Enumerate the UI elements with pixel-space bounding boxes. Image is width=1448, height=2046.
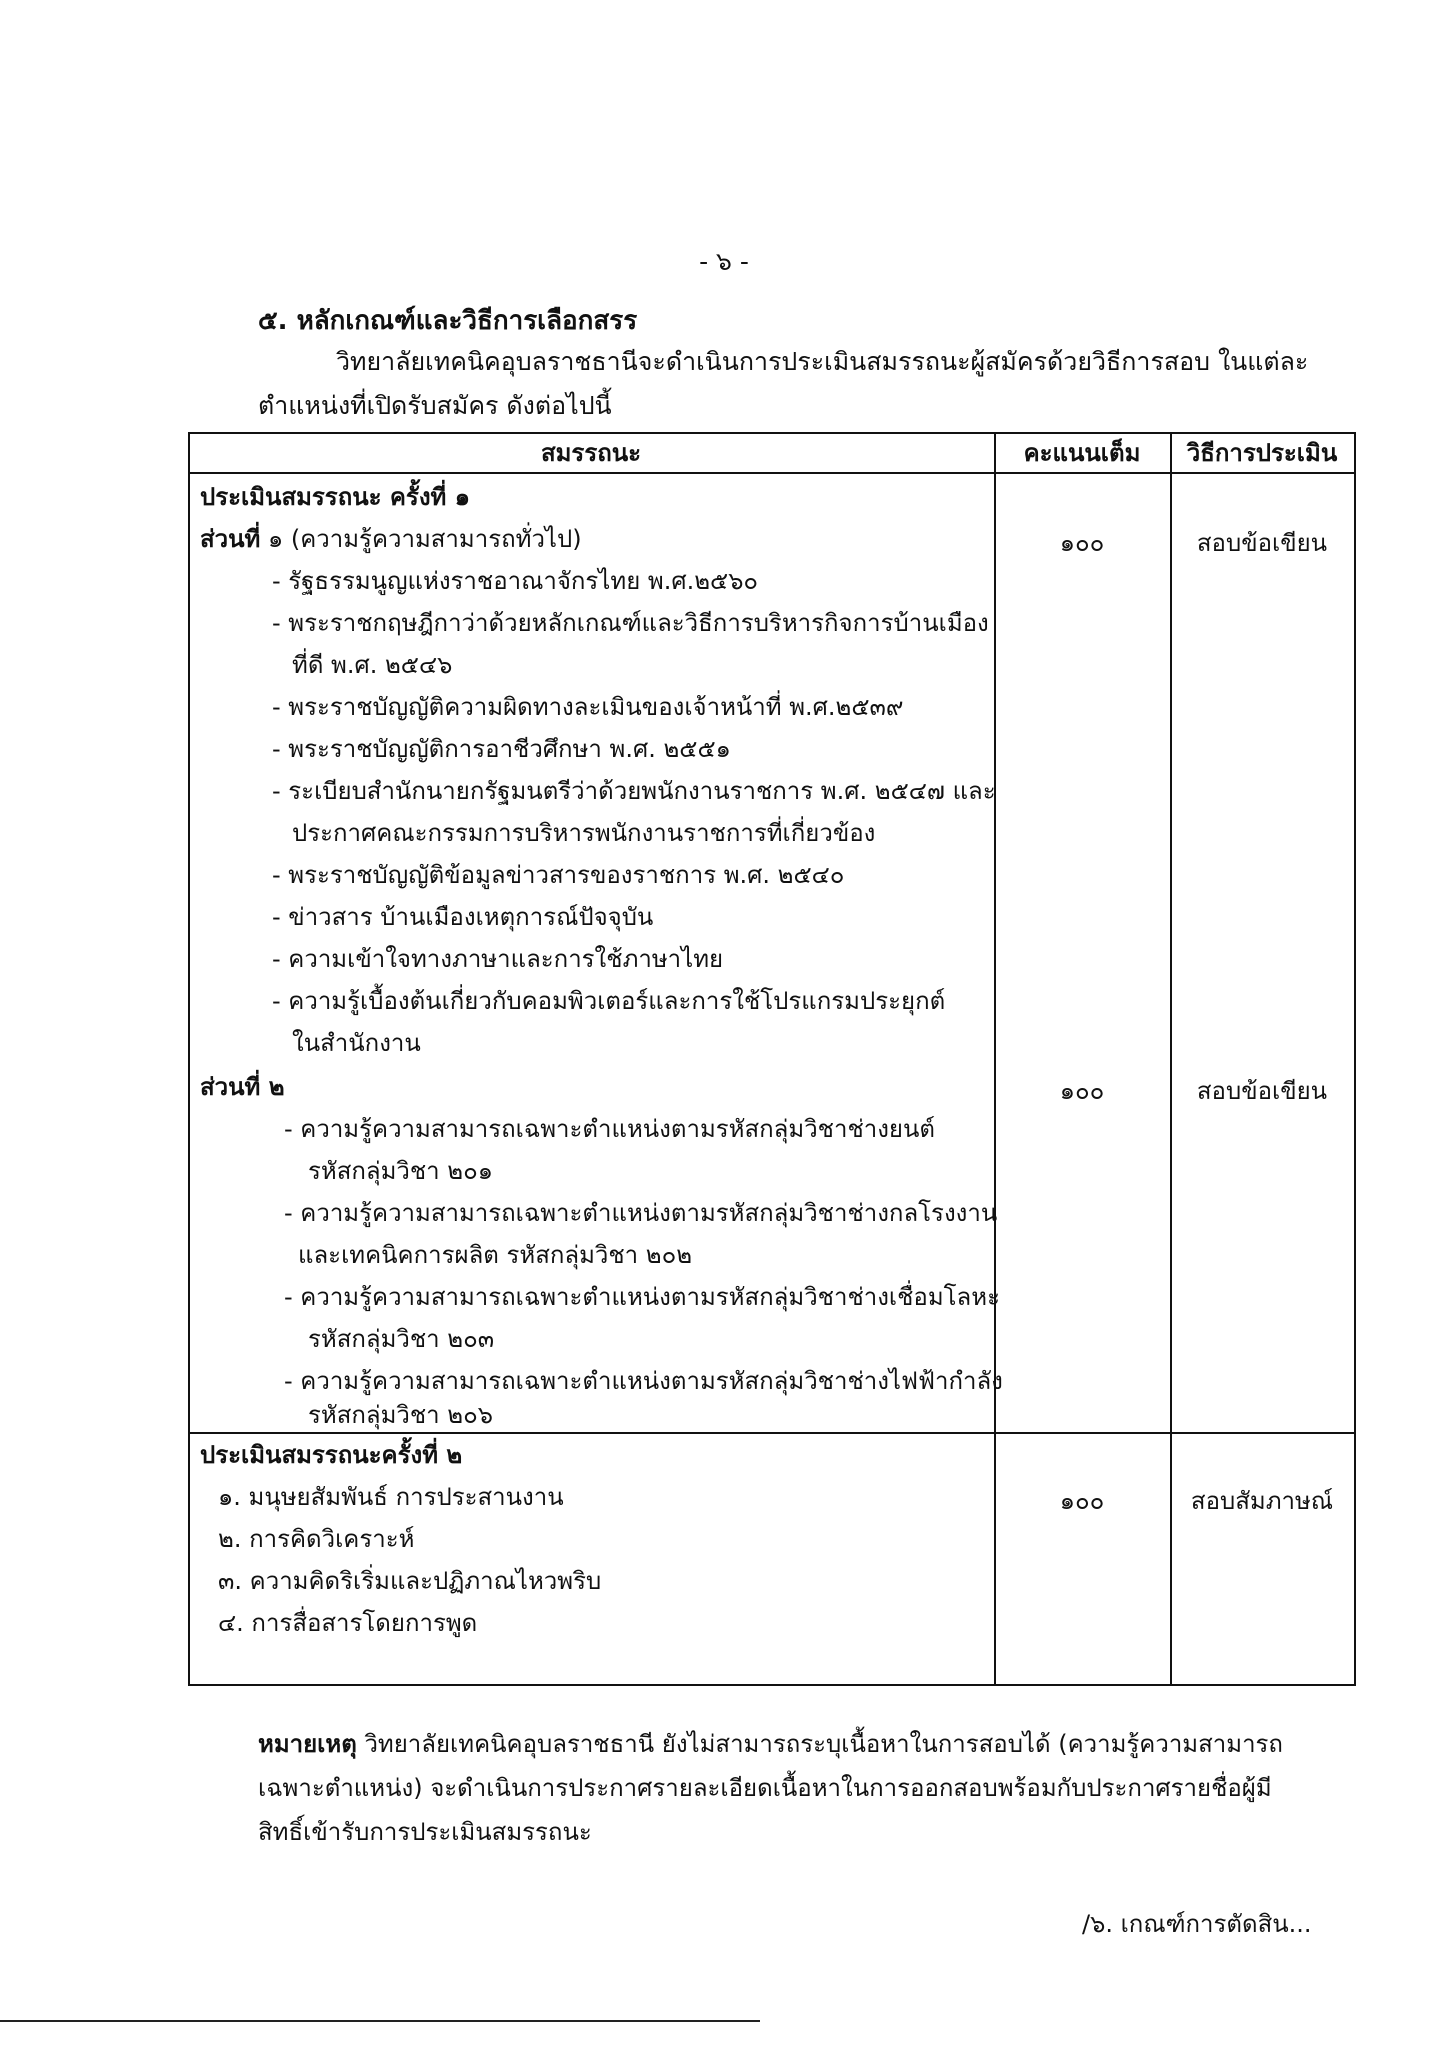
list-item: - ความรู้ความสามารถเฉพาะตำแหน่งตามรหัสกลุ่มวิชาช่างเชื่อมโลหะ [284,1283,1000,1311]
note-line-2: เฉพาะตำแหน่ง) จะดำเนินการประกาศรายละเอียดเนื้อหาในการออกสอบพร้อมกับประกาศรายชื่อผู้มี [258,1774,1272,1802]
note-line-1 [258,1724,1283,1763]
list-item: - พระราชบัญญัติข้อมูลข่าวสารของราชการ พ.ศ. ๒๕๔๐ [272,861,845,889]
list-item: และเทคนิคการผลิต รหัสกลุ่มวิชา ๒๐๒ [298,1241,693,1269]
competency-table [188,432,1354,1684]
intro-line-1: วิทยาลัยเทคนิคอุบลราชธานีจะดำเนินการประเมินสมรรถนะผู้สมัครด้วยวิธีการสอบ ในแต่ละ [336,347,1309,376]
part2-label: ส่วนที่ ๒ [200,1073,285,1101]
note-label: หมายเหตุ [258,1730,357,1758]
list-item: - พระราชกฤษฎีกาว่าด้วยหลักเกณฑ์และวิธีการบริหารกิจการบ้านเมือง [272,609,989,637]
part1-label: ส่วนที่ [200,525,261,553]
list-item: - ความรู้ความสามารถเฉพาะตำแหน่งตามรหัสกลุ่มวิชาช่างไฟฟ้ากำลัง [284,1367,1003,1395]
header-method: วิธีการประเมิน [1186,439,1338,467]
list-item: - รัฐธรรมนูญแห่งราชอาณาจักรไทย พ.ศ.๒๕๖๐ [272,567,759,595]
note-line-3: สิทธิ์เข้ารับการประเมินสมรรถนะ [258,1818,592,1846]
list-item: ๑. มนุษยสัมพันธ์ การประสานงาน [218,1483,564,1511]
list-item: - ความรู้ความสามารถเฉพาะตำแหน่งตามรหัสกลุ่มวิชาช่างกลโรงงาน [284,1199,998,1227]
header-full-score: คะแนนเต็ม [1023,439,1141,467]
list-item: - ความรู้ความสามารถเฉพาะตำแหน่งตามรหัสกลุ่มวิชาช่างยนต์ [284,1115,935,1143]
section-heading: ๕. หลักเกณฑ์และวิธีการเลือกสรร [258,306,638,336]
part1-heading [200,524,582,554]
round2-score: ๑๐๐ [1059,1487,1105,1515]
header-divider [188,472,1354,474]
list-item: ๔. การสื่อสารโดยการพูด [218,1609,478,1637]
list-item: ประกาศคณะกรรมการบริหารพนักงานราชการที่เกี่ยวข้อง [292,819,876,847]
footer-rule [0,2020,760,2022]
list-item: - ระเบียบสำนักนายกรัฐมนตรีว่าด้วยพนักงานราชการ พ.ศ. ๒๕๔๗ และ [272,777,996,805]
list-item: ที่ดี พ.ศ. ๒๕๔๖ [292,651,453,679]
continuation-text: /๖. เกณฑ์การตัดสิน... [1082,1910,1312,1938]
list-item: รหัสกลุ่มวิชา ๒๐๑ [308,1157,493,1185]
list-item: ๓. ความคิดริเริ่มและปฏิภาณไหวพริบ [218,1567,602,1595]
part1-method: สอบข้อเขียน [1196,529,1328,557]
round2-title: ประเมินสมรรถนะครั้งที่ ๒ [200,1441,463,1469]
list-item: ๒. การคิดวิเคราะห์ [218,1525,415,1553]
round-divider [188,1432,1354,1434]
list-item: รหัสกลุ่มวิชา ๒๐๖ [308,1401,493,1429]
page-number: - ๖ - [699,247,749,276]
round1-title: ประเมินสมรรถนะ ครั้งที่ ๑ [200,483,470,511]
part2-method: สอบข้อเขียน [1196,1077,1328,1105]
intro-line-2: ตำแหน่งที่เปิดรับสมัคร ดังต่อไปนี้ [258,391,612,420]
part1-score: ๑๐๐ [1059,529,1105,557]
round2-method: สอบสัมภาษณ์ [1190,1487,1334,1515]
note-text-1: วิทยาลัยเทคนิคอุบลราชธานี ยังไม่สามารถระบุเนื้อหาในการสอบได้ (ความรู้ความสามารถ [364,1730,1283,1758]
list-item: - ความเข้าใจทางภาษาและการใช้ภาษาไทย [272,945,724,973]
list-item: - ข่าวสาร บ้านเมืองเหตุการณ์ปัจจุบัน [272,903,654,931]
list-item: ในสำนักงาน [292,1029,421,1057]
list-item: - ความรู้เบื้องต้นเกี่ยวกับคอมพิวเตอร์และการใช้โปรแกรมประยุกต์ [272,987,946,1015]
list-item: - พระราชบัญญัติความผิดทางละเมินของเจ้าหน้าที่ พ.ศ.๒๕๓๙ [272,693,904,721]
part2-score: ๑๐๐ [1059,1077,1105,1105]
list-item: รหัสกลุ่มวิชา ๒๐๓ [308,1325,495,1353]
header-competency: สมรรถนะ [540,439,642,467]
part1-detail: ๑ (ความรู้ความสามารถทั่วไป) [268,525,582,553]
list-item: - พระราชบัญญัติการอาชีวศึกษา พ.ศ. ๒๕๕๑ [272,735,731,763]
